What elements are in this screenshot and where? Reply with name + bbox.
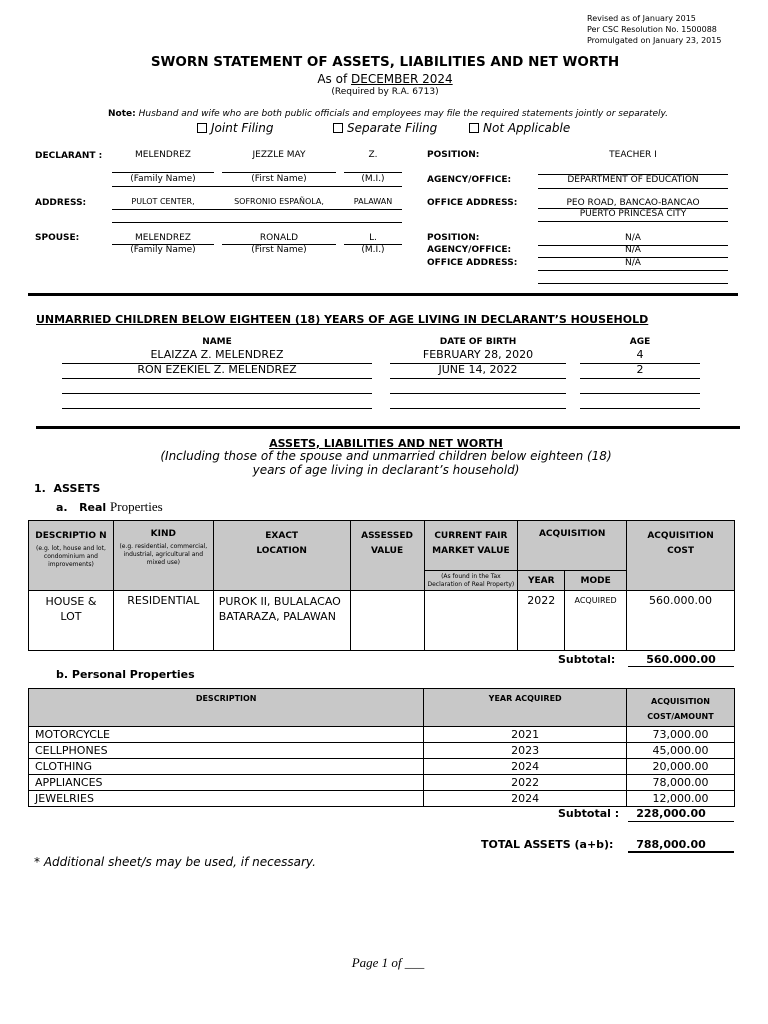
declarant-mi: Z.	[368, 150, 378, 160]
personal-subtotal-value: 228,000.00	[636, 807, 706, 820]
real-kind: RESIDENTIAL	[113, 591, 213, 651]
real-header-location: EXACT LOCATION	[213, 521, 350, 591]
children-col-name: NAME	[202, 337, 232, 347]
real-subtotal-value: 560.000.00	[646, 653, 716, 666]
divider	[112, 186, 402, 187]
office-address-label: OFFICE ADDRESS:	[427, 198, 518, 208]
divider	[62, 408, 372, 409]
checkbox-icon[interactable]	[197, 123, 207, 133]
section-divider	[36, 426, 740, 429]
real-properties-label	[56, 499, 163, 515]
mi-caption: (M.I.)	[361, 174, 385, 184]
personal-description: JEWELRIES	[29, 791, 424, 807]
personal-subtotal-label: Subtotal :	[558, 807, 620, 820]
page-number: Page 1 of ___	[351, 955, 425, 970]
personal-header-cost: ACQUISITION COST/AMOUNT	[627, 689, 735, 727]
section-divider	[28, 293, 738, 296]
divider	[62, 393, 372, 394]
spouse-agency-label: AGENCY/OFFICE:	[427, 245, 512, 255]
office-address-line: PEO ROAD, BANCAO-BANCAO	[566, 198, 700, 208]
personal-description: CELLPHONES	[29, 743, 424, 759]
children-col-age: AGE	[629, 337, 651, 347]
mi-caption: (M.I.)	[361, 245, 385, 255]
personal-year: 2024	[424, 759, 627, 775]
spouse-agency: N/A	[625, 245, 641, 255]
total-assets-value: 788,000.00	[636, 838, 706, 851]
address-label: ADDRESS:	[35, 198, 87, 208]
address-part: PULOT CENTER,	[131, 197, 195, 206]
child-age: 2	[636, 363, 644, 376]
table-row	[29, 591, 735, 651]
divider	[580, 393, 700, 394]
real-header-market: CURRENT FAIR MARKET VALUE	[424, 521, 518, 571]
separate-filing-label: Separate Filing	[347, 121, 438, 135]
personal-year: 2024	[424, 791, 627, 807]
divider	[628, 821, 734, 822]
real-assessed	[350, 591, 424, 651]
personal-year: 2023	[424, 743, 627, 759]
assets-number: 1.	[34, 482, 46, 495]
real-location: PUROK II, BULALACAO BATARAZA, PALAWAN	[213, 591, 350, 651]
as-of-label: As of	[317, 72, 348, 86]
table-row	[29, 743, 735, 759]
joint-filing-option[interactable]	[197, 121, 273, 135]
revision-line: Revised as of January 2015	[587, 14, 696, 23]
real-header-mode: MODE	[565, 571, 627, 591]
table-row	[29, 775, 735, 791]
divider	[538, 221, 728, 222]
personal-description: MOTORCYCLE	[29, 727, 424, 743]
joint-filing-label: Joint Filing	[211, 121, 274, 135]
note-text: Husband and wife who are both public officials and employees may file the required statements jointly or separately.	[138, 109, 668, 119]
real-header-description	[29, 521, 114, 591]
divider	[222, 172, 336, 173]
child-age: 4	[636, 348, 644, 361]
real-header-description-note: (e.g. lot, house and lot, condominium and improvements)	[36, 545, 106, 568]
personal-header-year: YEAR ACQUIRED	[424, 689, 627, 727]
personal-year: 2021	[424, 727, 627, 743]
additional-sheet-note: * Additional sheet/s may be used, if necessary.	[34, 855, 316, 869]
real-rest: Properties	[110, 499, 163, 514]
divider	[390, 408, 566, 409]
declarant-family-name: MELENDREZ	[135, 150, 191, 160]
divider	[538, 270, 728, 271]
declarant-label: DECLARANT :	[35, 151, 103, 161]
declarant-first-name: JEZZLE MAY	[252, 150, 306, 160]
assets-subheading: (Including those of the spouse and unmarried children below eighteen (18)	[160, 449, 612, 463]
real-description: HOUSE & LOT	[29, 591, 114, 651]
real-header-cost: ACQUISITION COST	[627, 521, 735, 591]
agency-label: AGENCY/OFFICE:	[427, 175, 512, 185]
divider	[112, 172, 214, 173]
children-col-dob: DATE OF BIRTH	[439, 337, 517, 347]
address-part: SOFRONIO ESPAÑOLA,	[234, 197, 324, 206]
family-name-caption: (Family Name)	[130, 245, 196, 255]
declarant-position: TEACHER I	[609, 150, 657, 160]
total-assets-label: TOTAL ASSETS (a+b):	[481, 838, 614, 851]
revision-line: Per CSC Resolution No. 1500088	[587, 25, 717, 34]
personal-description: APPLIANCES	[29, 775, 424, 791]
real-header-acquisition: ACQUISITION	[518, 521, 627, 571]
personal-cost: 20,000.00	[627, 759, 735, 775]
position-label: POSITION:	[427, 150, 480, 160]
as-of-date: DECEMBER 2024	[351, 72, 453, 86]
checkbox-icon[interactable]	[469, 123, 479, 133]
personal-cost: 45,000.00	[627, 743, 735, 759]
personal-year: 2022	[424, 775, 627, 791]
children-heading: UNMARRIED CHILDREN BELOW EIGHTEEN (18) YEARS OF AGE LIVING IN DECLARANT’S HOUSEHOLD	[36, 313, 649, 326]
note	[0, 109, 768, 119]
declarant-agency: DEPARTMENT OF EDUCATION	[567, 175, 699, 185]
real-header-assessed: ASSESSED VALUE	[350, 521, 424, 591]
personal-property-table	[28, 688, 735, 807]
real-subtotal-label: Subtotal:	[558, 653, 616, 666]
assets-subheading: years of age living in declarant’s household)	[252, 463, 520, 477]
divider	[390, 378, 566, 379]
required-by: (Required by R.A. 6713)	[331, 87, 439, 97]
personal-cost: 73,000.00	[627, 727, 735, 743]
real-bold: Real	[79, 501, 107, 514]
page-title: SWORN STATEMENT OF ASSETS, LIABILITIES AND NET WORTH	[150, 54, 620, 70]
personal-header-description: DESCRIPTION	[29, 689, 424, 727]
revision-block	[587, 13, 721, 46]
family-name-caption: (Family Name)	[130, 174, 196, 184]
child-dob: FEBRUARY 28, 2020	[422, 348, 534, 361]
child-dob: JUNE 14, 2022	[438, 363, 518, 376]
table-row	[29, 759, 735, 775]
divider	[628, 851, 734, 853]
divider	[580, 378, 700, 379]
note-label: Note:	[108, 109, 136, 119]
real-cost: 560.000.00	[627, 591, 735, 651]
real-header-description-label: DESCRIPTIO N	[35, 531, 107, 541]
divider	[390, 393, 566, 394]
as-of-line	[0, 72, 768, 86]
real-property-table	[28, 520, 735, 651]
personal-properties-label: b. Personal Properties	[56, 668, 195, 681]
child-name: RON EZEKIEL Z. MELENDREZ	[137, 363, 297, 376]
real-header-kind-note: (e.g. residential, commercial, industrial, agricultural and mixed use)	[119, 543, 208, 566]
divider	[580, 408, 700, 409]
table-row	[29, 791, 735, 807]
assets-section	[34, 482, 100, 495]
real-header-kind	[113, 521, 213, 591]
divider	[62, 378, 372, 379]
real-market	[424, 591, 518, 651]
divider	[112, 222, 402, 223]
spouse-position: N/A	[625, 233, 641, 243]
child-name: ELAIZZA Z. MELENDREZ	[150, 348, 284, 361]
real-header-market-note: (As found in the Tax Declaration of Real Property)	[424, 571, 518, 591]
real-header-year: YEAR	[518, 571, 565, 591]
personal-cost: 12,000.00	[627, 791, 735, 807]
assets-heading: ASSETS, LIABILITIES AND NET WORTH	[269, 437, 503, 450]
divider	[344, 172, 402, 173]
spouse-position-label: POSITION:	[427, 233, 480, 243]
office-address-line: PUERTO PRINCESA CITY	[579, 209, 687, 219]
real-year: 2022	[518, 591, 565, 651]
real-header-kind-label: KIND	[150, 529, 176, 539]
first-name-caption: (First Name)	[251, 174, 307, 184]
table-row	[29, 727, 735, 743]
spouse-office-address-label: OFFICE ADDRESS:	[427, 258, 518, 268]
not-applicable-option[interactable]	[469, 121, 570, 135]
divider	[628, 666, 734, 667]
divider	[112, 209, 402, 210]
revision-line: Promulgated on January 23, 2015	[587, 36, 722, 45]
spouse-mi: L.	[369, 233, 377, 243]
not-applicable-label: Not Applicable	[483, 121, 571, 135]
separate-filing-option[interactable]	[333, 121, 437, 135]
assets-label: ASSETS	[53, 482, 101, 495]
real-mode: ACQUIRED	[565, 591, 627, 651]
real-letter: a.	[56, 501, 68, 514]
divider	[538, 188, 728, 189]
personal-cost: 78,000.00	[627, 775, 735, 791]
spouse-label: SPOUSE:	[35, 233, 80, 243]
spouse-first-name: RONALD	[259, 233, 299, 243]
spouse-family-name: MELENDREZ	[135, 233, 191, 243]
spouse-office-address: N/A	[625, 258, 641, 268]
personal-description: CLOTHING	[29, 759, 424, 775]
first-name-caption: (First Name)	[251, 245, 307, 255]
checkbox-icon[interactable]	[333, 123, 343, 133]
divider	[538, 283, 728, 284]
address-part: PALAWAN	[353, 197, 393, 206]
